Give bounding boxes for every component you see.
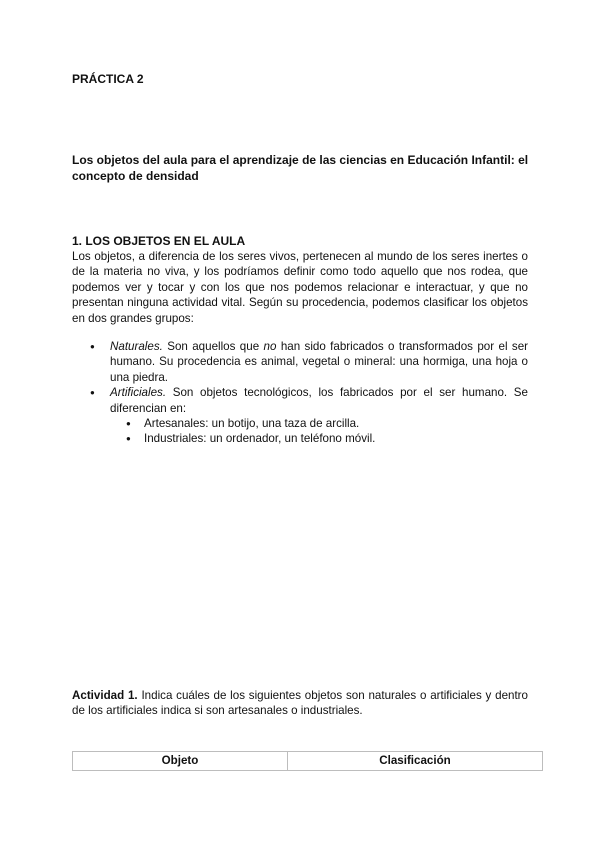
list-item-artesanal: ● Artesanales: un botijo, una taza de arcilla. <box>126 416 528 431</box>
section-paragraph: Los objetos, a diferencia de los seres vivos, pertenecen al mundo de los seres inertes o de la materia no viva, y los podríamos definir como todo aquello que nos rodea, que podemos ver y tocar y con los que nos podemos relacionar e interactuar, y que no presentan ninguna actividad vital. Según su procedencia, podemos clasificar los objetos en dos grandes grupos: <box>72 250 528 325</box>
classification-table <box>72 751 543 771</box>
table-header-row <box>73 752 543 771</box>
document-title: Los objetos del aula para el aprendizaje de las ciencias en Educación Infantil: el concepto de densidad <box>72 153 529 183</box>
list-item-artificial <box>90 385 528 447</box>
object-groups-list <box>90 339 528 447</box>
natural-term: Naturales. <box>110 340 163 353</box>
list-item-industrial: ● Industriales: un ordenador, un teléfono móvil. <box>126 431 528 446</box>
section-objects <box>72 233 528 326</box>
activity-text: Indica cuáles de los siguientes objetos son naturales o artificiales y dentro de los artificiales indica si son artesanales o industriales. <box>72 689 528 718</box>
practice-title: PRÁCTICA 2 <box>72 72 144 86</box>
natural-text-before: Son aquellos que <box>162 340 264 353</box>
activity-1 <box>72 688 528 719</box>
natural-text-after: han sido fabricados o transformados por el ser humano. Su procedencia es animal, vegetal o mineral: una hormiga, una hoja o una piedra. <box>110 340 529 384</box>
artificial-sublist <box>110 416 528 447</box>
header-clasificacion: Clasificación <box>288 752 543 771</box>
natural-emphasis: no <box>263 340 277 353</box>
header-objeto: Objeto <box>73 752 288 771</box>
list-item-natural <box>90 339 528 385</box>
activity-label: Actividad 1. <box>72 689 138 702</box>
section-heading: 1. LOS OBJETOS EN EL AULA <box>72 234 246 248</box>
artificial-term: Artificiales. <box>110 386 167 400</box>
artificial-text: Son objetos tecnológicos, los fabricados por el ser humano. Se diferencian en: <box>110 386 528 415</box>
